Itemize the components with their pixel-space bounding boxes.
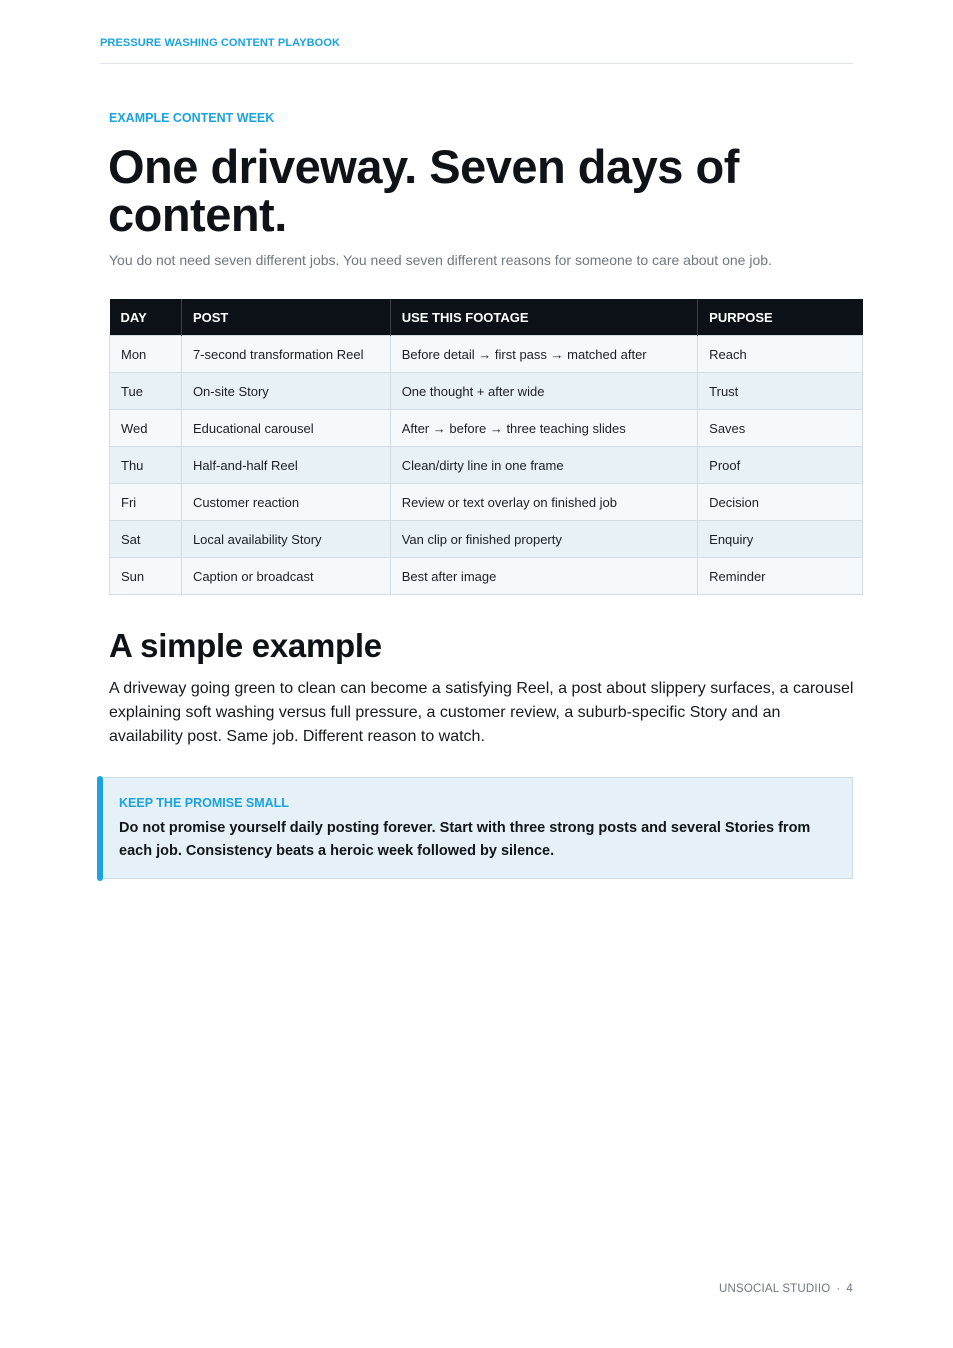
- cell-day: Sat: [110, 521, 182, 558]
- callout-text: Do not promise yourself daily posting forever. Start with three strong posts and several Stories from each job. Consistency beats a heroic week followed by silence.: [119, 820, 811, 859]
- header-divider: [100, 63, 853, 64]
- cell-footage: Best after image: [390, 558, 697, 595]
- cell-footage: Van clip or finished property: [390, 521, 697, 558]
- cell-post: Customer reaction: [181, 484, 390, 521]
- footer-separator: ·: [836, 1283, 841, 1295]
- table-row: [110, 410, 863, 447]
- table-row: [110, 558, 863, 595]
- table-row: [110, 373, 863, 410]
- callout-accent-bar: [97, 776, 103, 881]
- cell-day: Fri: [110, 484, 182, 521]
- cell-purpose: Reminder: [698, 558, 863, 595]
- callout-box: [97, 777, 853, 879]
- page-footer: [719, 1283, 853, 1295]
- cell-day: Sun: [110, 558, 182, 595]
- cell-post: On-site Story: [181, 373, 390, 410]
- page-subtitle: You do not need seven different jobs. You need seven different reasons for someone to care about one job.: [109, 252, 772, 268]
- cell-footage: One thought + after wide: [390, 373, 697, 410]
- cell-post: Local availability Story: [181, 521, 390, 558]
- column-header-post: POST: [181, 299, 390, 336]
- cell-purpose: Reach: [698, 336, 863, 373]
- cell-day: Tue: [110, 373, 182, 410]
- table-header-row: [110, 299, 863, 336]
- cell-purpose: Trust: [698, 373, 863, 410]
- cell-purpose: Enquiry: [698, 521, 863, 558]
- column-header-footage: USE THIS FOOTAGE: [390, 299, 697, 336]
- section-eyebrow: EXAMPLE CONTENT WEEK: [109, 111, 275, 125]
- cell-purpose: Saves: [698, 410, 863, 447]
- cell-footage: Review or text overlay on finished job: [390, 484, 697, 521]
- cell-post: Educational carousel: [181, 410, 390, 447]
- cell-footage: Before detail → first pass → matched after: [390, 336, 697, 373]
- cell-post: 7-second transformation Reel: [181, 336, 390, 373]
- table-row: [110, 521, 863, 558]
- cell-footage: After → before → three teaching slides: [390, 410, 697, 447]
- cell-purpose: Proof: [698, 447, 863, 484]
- cell-purpose: Decision: [698, 484, 863, 521]
- section-title: A simple example: [109, 627, 382, 664]
- cell-footage: Clean/dirty line in one frame: [390, 447, 697, 484]
- column-header-purpose: PURPOSE: [698, 299, 863, 336]
- column-header-day: DAY: [110, 299, 182, 336]
- cell-day: Thu: [110, 447, 182, 484]
- cell-day: Wed: [110, 410, 182, 447]
- footer-brand: UNSOCIAL STUDIIO: [718, 1283, 831, 1295]
- page-title: One driveway. Seven days of content.: [108, 140, 739, 241]
- cell-post: Half-and-half Reel: [181, 447, 390, 484]
- table-row: [110, 447, 863, 484]
- table-row: [110, 336, 863, 373]
- table-row: [110, 484, 863, 521]
- body-paragraph: A driveway going green to clean can become a satisfying Reel, a post about slippery surfaces, a carousel explaining soft washing versus full pressure, a customer review, a suburb-specific Story and an availability post. Same job. Different reason to watch.: [109, 680, 854, 745]
- callout-label: KEEP THE PROMISE SMALL: [119, 796, 289, 810]
- content-week-table: [109, 299, 863, 595]
- cell-post: Caption or broadcast: [181, 558, 390, 595]
- page-number: 4: [846, 1283, 853, 1295]
- running-header: PRESSURE WASHING CONTENT PLAYBOOK: [100, 37, 341, 49]
- cell-day: Mon: [110, 336, 182, 373]
